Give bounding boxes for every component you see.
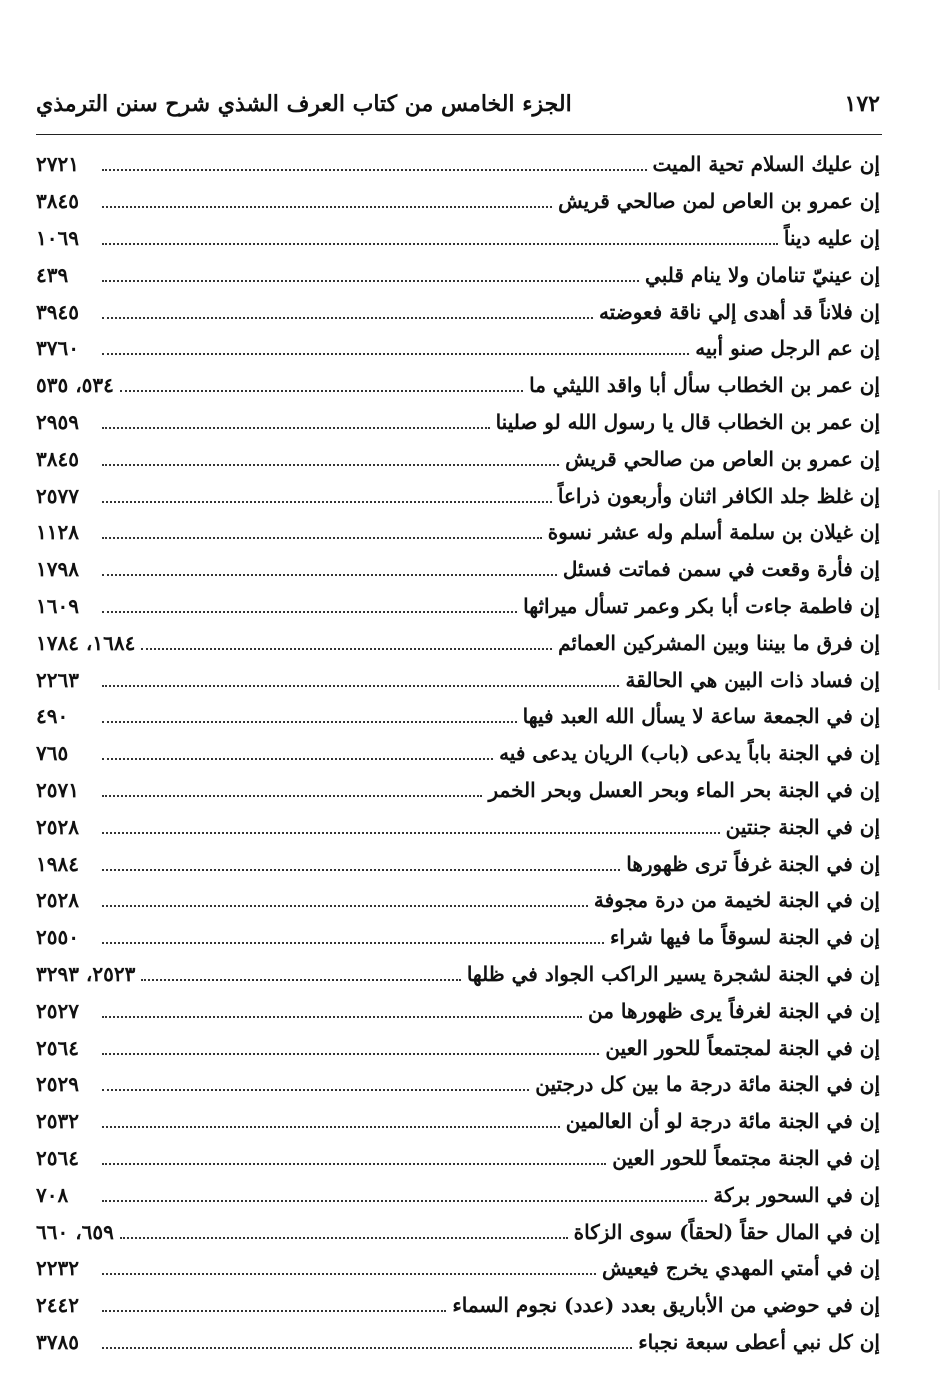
entry-text: إن في الجنة بحر الماء وبحر العسل وبحر الخمر [488,777,880,802]
index-entry [36,882,880,919]
page-header [36,84,880,124]
index-entry [36,220,880,257]
entry-reference-number: ١١٢٨ [36,520,79,545]
entry-reference-number: ٢٥٢٩ [36,1072,79,1097]
dot-leader [102,869,620,871]
entry-text: إن في الجنة لمجتمعاً للحور العين [605,1035,880,1060]
index-entry [36,404,880,441]
entry-text: إن غلظ جلد الكافر اثنان وأربعون ذراعاً [557,483,880,508]
index-entry [36,624,880,661]
dot-leader [102,1053,599,1055]
dot-leader [102,206,552,208]
dot-leader [102,721,517,723]
entry-reference-number: ٧٠٨ [36,1182,69,1207]
running-title: الجزء الخامس من كتاب العرف الشذي شرح سنن الترمذي [36,91,572,117]
entry-reference-number: ١٧٩٨ [36,557,79,582]
index-entry [36,956,880,993]
entry-text: إن في السحور بركة [713,1182,880,1207]
index-entry [36,808,880,845]
entry-reference-number: ٣٨٤٥ [36,446,79,471]
dot-leader [102,611,517,613]
entry-text: إن في الجنة لخيمة من درة مجوفة [593,888,880,913]
entry-reference-number: ٢٩٥٩ [36,409,79,434]
index-entry [36,1250,880,1287]
dot-leader [102,501,552,503]
entry-reference-number: ١٦٨٤، ١٧٨٤ [36,630,136,655]
page-number: ١٧٢ [844,91,880,117]
index-entry [36,1029,880,1066]
index-entry [36,735,880,772]
dot-leader [102,905,588,907]
entry-text: إن في الجنة لغرفاً يرى ظهورها من [588,998,880,1023]
index-entry [36,293,880,330]
dot-leader [102,1310,446,1312]
entry-reference-number: ٢٥٦٤ [36,1035,79,1060]
dot-leader [102,758,493,760]
entry-text: إن فاطمة جاءت أبا بكر وعمر تسأل ميراثها [523,593,880,618]
entry-reference-number: ١٩٨٤ [36,851,79,876]
index-entry [36,514,880,551]
entry-text: إن في الجنة مجتمعاً للحور العين [612,1145,880,1170]
index-entry [36,330,880,367]
entry-text: إن في الجمعة ساعة لا يسأل الله العبد فيها [522,704,880,729]
entry-reference-number: ٢٢٦٣ [36,667,79,692]
entry-text: إن عم الرجل صنو أبيه [695,336,880,361]
entry-text: إن في الجنة باباً يدعى (باب) الريان يدعى فيه [499,741,880,766]
entry-reference-number: ٣٧٦٠ [36,336,79,361]
dot-leader [102,1347,632,1349]
dot-leader [102,574,557,576]
entry-text: إن كل نبي أعطى سبعة نجباء [638,1329,880,1354]
entry-reference-number: ٤٩٠ [36,704,69,729]
dot-leader [102,1089,529,1091]
entry-text: إن في حوضي من الأباريق بعدد (عدد) نجوم السماء [452,1293,880,1318]
index-entry [36,146,880,183]
entry-text: إن في الجنة غرفاً ترى ظهورها [626,851,880,876]
index-entry [36,992,880,1029]
index-entry [36,551,880,588]
entry-text: إن عينيّ تنامان ولا ينام قلبي [645,262,880,287]
entry-text: إن عليك السلام تحية الميت [652,152,880,177]
entry-reference-number: ٣٧٨٥ [36,1329,79,1354]
index-entry [36,772,880,809]
index-entry [36,698,880,735]
dot-leader [102,1200,707,1202]
dot-leader [102,942,604,944]
index-entry [36,256,880,293]
entry-text: إن في الجنة لسوقاً ما فيها شراء [610,925,880,950]
index-entry [36,1066,880,1103]
entry-text: إن في أمتي المهدي يخرج فيعيش [601,1256,880,1281]
index-entry [36,477,880,514]
entry-text: إن فأرة وقعت في سمن فماتت فسئل [562,557,880,582]
dot-leader [102,169,647,171]
index-entry [36,1213,880,1250]
dot-leader [102,280,639,282]
entry-reference-number: ٢٥٥٠ [36,925,79,950]
dot-leader [141,979,460,981]
entry-text: إن في الجنة مائة درجة ما بين كل درجتين [535,1072,880,1097]
entry-reference-number: ٣٩٤٥ [36,299,79,324]
entry-reference-number: ٢٢٣٢ [36,1256,79,1281]
header-divider [36,134,882,135]
dot-leader [120,1237,568,1239]
index-entry [36,661,880,698]
entry-text: إن عمر بن الخطاب قال يا رسول الله لو صلينا [495,409,880,434]
dot-leader [102,1273,596,1275]
entry-reference-number: ٢٤٤٢ [36,1293,79,1318]
dot-leader [102,1163,606,1165]
entry-reference-number: ٤٣٩ [36,262,69,287]
index-entry-list [36,146,880,1360]
entry-reference-number: ٥٣٤، ٥٣٥ [36,373,114,398]
entry-text: إن فرق ما بيننا وبين المشركين العمائم [558,630,880,655]
entry-reference-number: ٢٧٢١ [36,152,79,177]
entry-reference-number: ٢٥٢٨ [36,888,79,913]
entry-reference-number: ٢٥٣٢ [36,1109,79,1134]
index-entry [36,1140,880,1177]
index-entry [36,588,880,625]
dot-leader [102,353,689,355]
dot-leader [102,1016,582,1018]
index-entry [36,845,880,882]
index-entry [36,367,880,404]
entry-reference-number: ٢٥٢٣، ٣٢٩٣ [36,961,136,986]
entry-text: إن في المال حقاً (لحقاً) سوى الزكاة [573,1219,880,1244]
dot-leader [102,832,720,834]
index-entry [36,1103,880,1140]
index-entry [36,183,880,220]
entry-text: إن عليه ديناً [783,225,880,250]
entry-text: إن فلاناً قد أهدى إلي ناقة فعوضته [598,299,880,324]
entry-text: إن في الجنة جنتين [725,814,880,839]
entry-reference-number: ٣٨٤٥ [36,189,79,214]
entry-text: إن في الجنة لشجرة يسير الراكب الجواد في ظلها [466,961,880,986]
entry-reference-number: ٢٥٢٧ [36,998,79,1023]
dot-leader [141,648,552,650]
scan-margin-shadow [938,490,940,690]
dot-leader [102,464,559,466]
dot-leader [102,685,619,687]
dot-leader [102,795,482,797]
entry-reference-number: ٢٥٢٨ [36,814,79,839]
dot-leader [102,427,490,429]
index-entry [36,1324,880,1361]
dot-leader [102,1126,560,1128]
dot-leader [102,243,778,245]
entry-reference-number: ٢٥٦٤ [36,1145,79,1170]
entry-reference-number: ٦٥٩، ٦٦٠ [36,1219,114,1244]
dot-leader [120,390,523,392]
dot-leader [102,537,542,539]
entry-text: إن عمر بن الخطاب سأل أبا واقد الليثي ما [529,373,880,398]
entry-text: إن غيلان بن سلمة أسلم وله عشر نسوة [547,520,880,545]
entry-reference-number: ٢٥٧١ [36,777,79,802]
entry-reference-number: ٧٦٥ [36,741,69,766]
entry-text: إن في الجنة مائة درجة لو أن العالمين [565,1109,880,1134]
entry-reference-number: ١٠٦٩ [36,225,79,250]
entry-text: إن فساد ذات البين هي الحالقة [625,667,880,692]
index-entry [36,440,880,477]
index-entry [36,1176,880,1213]
index-entry [36,1287,880,1324]
entry-text: إن عمرو بن العاص لمن صالحي قريش [558,189,880,214]
dot-leader [102,317,593,319]
index-entry [36,919,880,956]
entry-reference-number: ١٦٠٩ [36,593,79,618]
entry-reference-number: ٢٥٧٧ [36,483,79,508]
entry-text: إن عمرو بن العاص من صالحي قريش [565,446,880,471]
